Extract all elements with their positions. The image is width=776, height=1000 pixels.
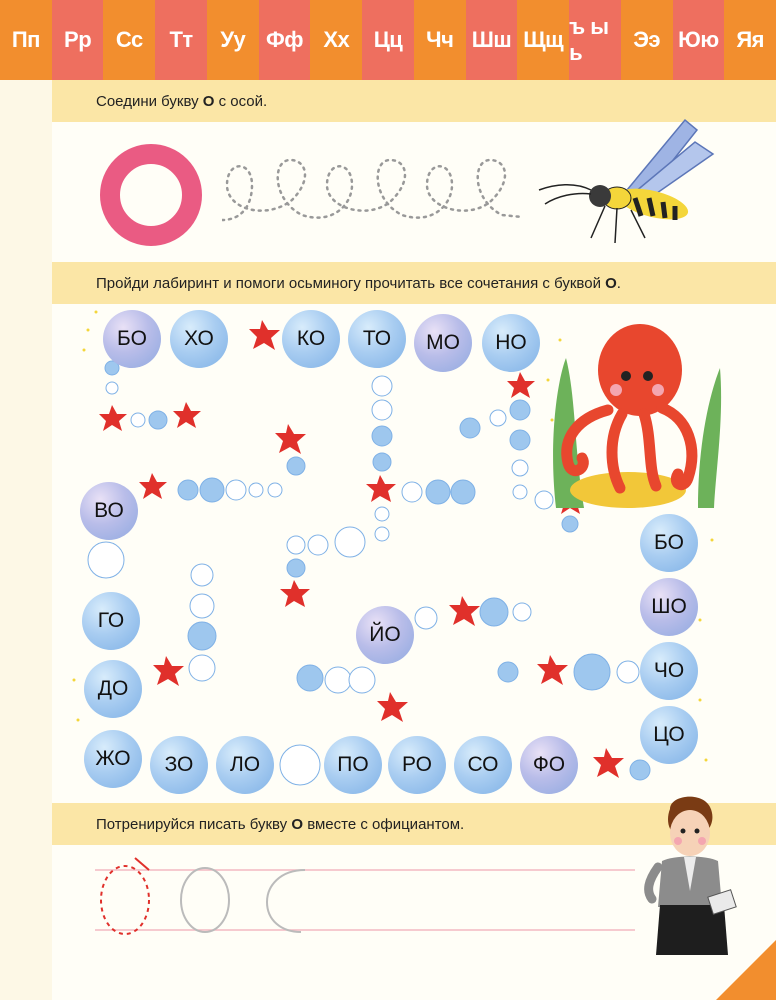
syllable-bubble-fo[interactable]: ФО — [520, 736, 578, 794]
syllable-bubble-so[interactable]: СО — [454, 736, 512, 794]
syllable-bubble-go[interactable]: ГО — [82, 592, 140, 650]
alphabet-cell: Цц — [362, 0, 414, 80]
syllable-bubble-vo[interactable]: ВО — [80, 482, 138, 540]
task-3-text-before: Потренируйся писать букву — [96, 815, 292, 833]
big-letter-o-icon — [96, 140, 206, 250]
alphabet-cell: Фф — [259, 0, 311, 80]
task-2-instruction — [52, 262, 776, 304]
alphabet-cell: Сс — [103, 0, 155, 80]
syllable-bubble-po[interactable]: ПО — [324, 736, 382, 794]
alphabet-cell: Яя — [724, 0, 776, 80]
syllable-bubble-bo[interactable]: БО — [103, 310, 161, 368]
task-1-letter: О — [202, 92, 215, 110]
task-3-text-after: вместе с официантом. — [303, 815, 465, 833]
task-2-text-before: Пройди лабиринт и помоги осьминогу прочитать все сочетания с буквой — [96, 274, 606, 292]
alphabet-cell: Шш — [466, 0, 518, 80]
task-3-letter: О — [291, 815, 304, 833]
syllable-bubble-tso[interactable]: ЦО — [640, 706, 698, 764]
syllable-bubble-to[interactable]: ТО — [348, 310, 406, 368]
syllable-bubble-zho[interactable]: ЖО — [84, 730, 142, 788]
alphabet-cell: ъ ы ь — [569, 0, 621, 80]
task-2-text-after: . — [616, 274, 621, 292]
alphabet-cell: Хх — [310, 0, 362, 80]
handwriting-practice-lines[interactable] — [95, 850, 635, 950]
syllable-bubble-ho[interactable]: ХО — [170, 310, 228, 368]
syllable-bubble-do[interactable]: ДО — [84, 660, 142, 718]
syllable-bubble-bo-right[interactable]: БО — [640, 514, 698, 572]
corner-decoration-icon — [716, 940, 776, 1000]
alphabet-cell: Ээ — [621, 0, 673, 80]
task-1-text-before: Соедини букву — [96, 92, 203, 110]
syllable-bubble-ko[interactable]: КО — [282, 310, 340, 368]
alphabet-cell: Щщ — [517, 0, 569, 80]
syllable-bubble-lo[interactable]: ЛО — [216, 736, 274, 794]
tracing-loops-icon[interactable] — [222, 155, 522, 235]
alphabet-cell: Чч — [414, 0, 466, 80]
alphabet-cell: Пп — [0, 0, 52, 80]
alphabet-header — [0, 0, 776, 80]
syllable-bubble-no[interactable]: НО — [482, 314, 540, 372]
alphabet-cell: Тт — [155, 0, 207, 80]
wasp-icon — [535, 108, 715, 253]
syllable-bubble-zo[interactable]: ЗО — [150, 736, 208, 794]
syllable-bubble-sho[interactable]: ШО — [640, 578, 698, 636]
alphabet-cell: Уу — [207, 0, 259, 80]
alphabet-cell: Рр — [52, 0, 104, 80]
alphabet-cell: Юю — [673, 0, 725, 80]
syllable-bubble-yo[interactable]: ЙО — [356, 606, 414, 664]
task-2-letter: О — [605, 274, 617, 292]
syllable-bubble-ro[interactable]: РО — [388, 736, 446, 794]
task-1-text-after: с осой. — [214, 92, 268, 110]
octopus-icon — [548, 318, 728, 518]
syllable-bubble-cho[interactable]: ЧО — [640, 642, 698, 700]
syllable-bubble-mo[interactable]: МО — [414, 314, 472, 372]
